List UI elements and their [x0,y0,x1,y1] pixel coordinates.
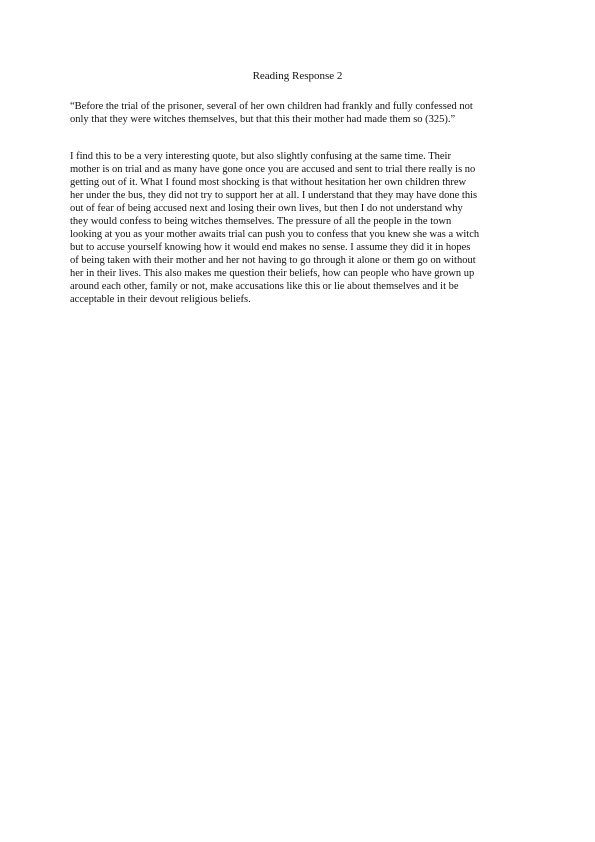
paragraph-line: looking at you as your mother awaits trial can push you to confess that you knew she was a witch [70,229,480,240]
paragraph-line: her under the bus, they did not try to support her at all. I understand that they may have done this [70,190,478,201]
paragraph-line: mother is on trial and as many have gone once you are accused and sent to trial there really is no [70,164,476,175]
document-title: Reading Response 2 [252,70,343,82]
paragraph-line: out of fear of being accused next and losing their own lives, but then I do not understand why [70,203,463,214]
paragraph-line: they would confess to being witches themselves. The pressure of all the people in the town [70,216,452,227]
paragraph-line: of being taken with their mother and her not having to go through it alone or them go on without [70,255,476,266]
paragraph-line: around each other, family or not, make accusations like this or lie about themselves and it be [70,281,459,292]
paragraph-line: her in their lives. This also makes me question their beliefs, how can people who have grown up [70,268,475,279]
response-paragraph [70,150,530,306]
quote-line: “Before the trial of the prisoner, several of her own children had frankly and fully confessed not [70,101,473,112]
paragraph-line: acceptable in their devout religious beliefs. [70,294,251,305]
quote-block [70,100,530,126]
quote-line: only that they were witches themselves, but that this their mother had made them so (325).” [70,114,456,125]
paragraph-line: but to accuse yourself knowing how it would end makes no sense. I assume they did it in hopes [70,242,471,253]
paragraph-line: I find this to be a very interesting quote, but also slightly confusing at the same time. Their [70,151,451,162]
paragraph-line: getting out of it. What I found most shocking is that without hesitation her own children threw [70,177,467,188]
